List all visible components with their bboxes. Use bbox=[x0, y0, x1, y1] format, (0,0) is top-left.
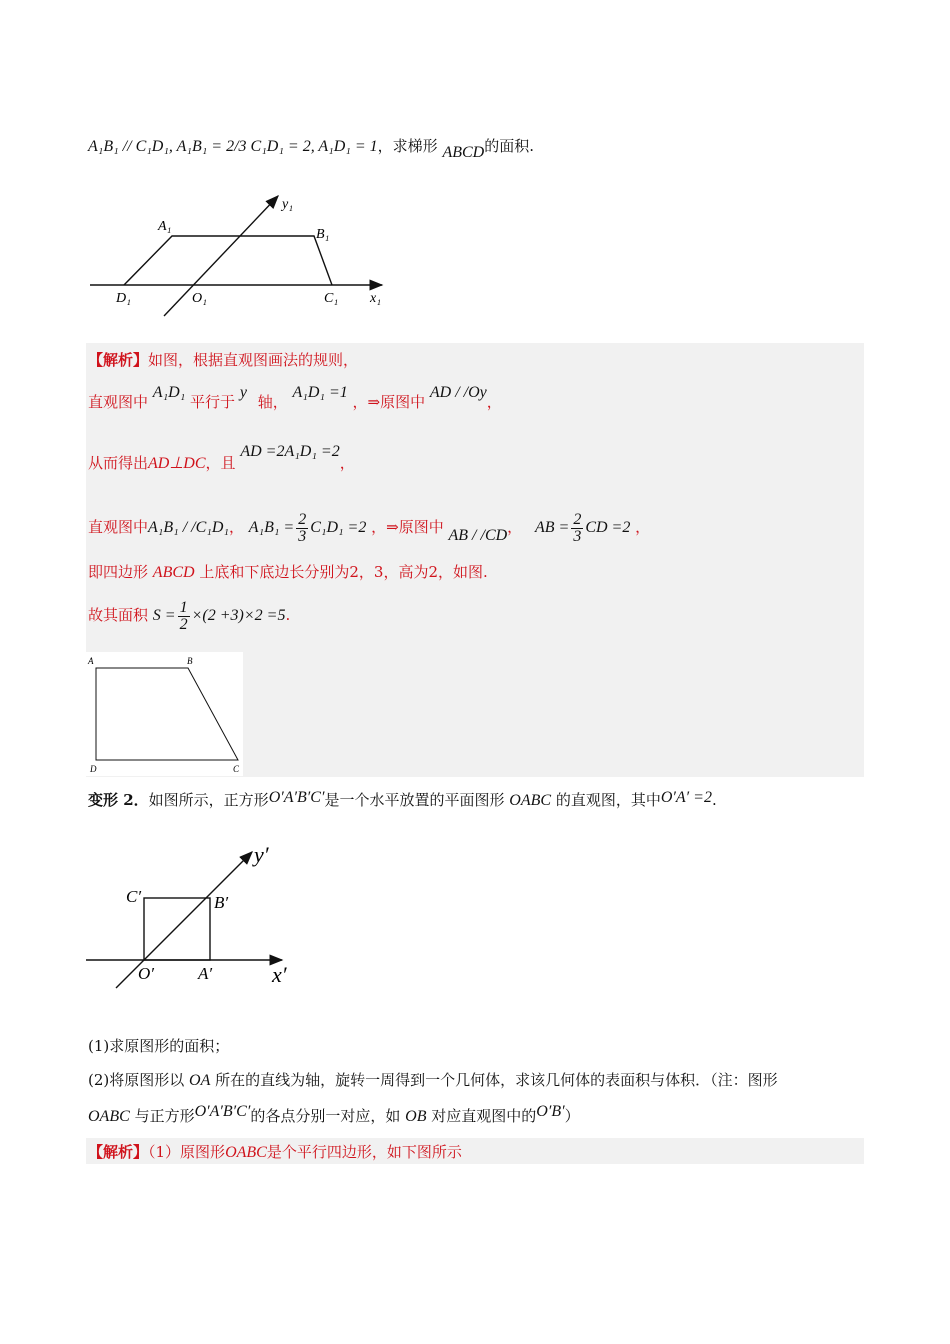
s1-l4-m4-num: 2 bbox=[573, 510, 582, 528]
variant2-line bbox=[88, 790, 717, 811]
s1-l3-m2: AD =2A₁D₁ =2 bbox=[240, 443, 340, 460]
solution1-line2 bbox=[88, 384, 502, 413]
s1-l4-m2a: A₁B₁ = bbox=[248, 519, 295, 536]
q2-m1: OA bbox=[189, 1072, 211, 1089]
question-text: ，求梯形 bbox=[377, 137, 438, 155]
s1-l4-m2-den: 3 bbox=[298, 527, 307, 545]
s1-l2-m3: A₁D₁ =1 bbox=[292, 384, 348, 401]
y1-axis bbox=[164, 196, 278, 316]
q1-text: (1)求原图形的面积； bbox=[88, 1037, 230, 1055]
v2-m2: OABC bbox=[509, 792, 552, 809]
label-y-prime: y′ bbox=[254, 842, 269, 867]
condition-math: A₁B₁ // C₁D₁, A₁B₁ = 2/3 C₁D₁ = 2, A₁D₁ = 1 bbox=[88, 138, 378, 155]
s1-l4-m2-num: 2 bbox=[298, 510, 307, 528]
q2-a: (2)将原图形以 bbox=[88, 1071, 185, 1089]
label-B-prime: B′ bbox=[214, 893, 229, 912]
s1-l6-a: 故其面积 bbox=[88, 606, 149, 624]
q3-b: 的各点分别一对应，如 bbox=[250, 1107, 401, 1125]
s1-l4-m2b: C₁D₁ =2 bbox=[310, 519, 367, 536]
s1-l3-b: ，且 bbox=[205, 454, 236, 472]
label-B1: B₁ bbox=[316, 227, 330, 242]
q3-d: ） bbox=[564, 1107, 580, 1125]
label-D1: D₁ bbox=[116, 291, 131, 306]
question-shape: ABCD bbox=[442, 144, 485, 161]
s1-l6-m2: ×(2 +3)×2 =5 bbox=[191, 607, 286, 624]
trapezoid-edges bbox=[124, 236, 332, 285]
question-2-cont bbox=[88, 1103, 580, 1127]
s1-l6-b: . bbox=[285, 606, 291, 624]
question-1 bbox=[88, 1036, 229, 1056]
q2-b: 所在的直线为轴，旋转一周得到一个几何体，求该几何体的表面积与体积．（注：图形 bbox=[215, 1071, 778, 1089]
question-tail: 的面积. bbox=[484, 137, 535, 155]
y-axis bbox=[116, 852, 252, 988]
s1-l4-d: ， bbox=[507, 518, 523, 536]
v2-text-c: 的直观图，其中 bbox=[555, 791, 661, 809]
label-O1: O₁ bbox=[192, 291, 207, 306]
s1-l4-c: ，⇒原图中 bbox=[371, 518, 444, 536]
label-A-prime: A′ bbox=[198, 964, 213, 983]
solution1-line4 bbox=[88, 510, 650, 545]
s1-l3-c: ， bbox=[339, 454, 355, 472]
v2-text-b: 是一个水平放置的平面图形 bbox=[324, 791, 505, 809]
q3-c: 对应直观图中的 bbox=[431, 1107, 537, 1125]
label-O-prime: O′ bbox=[138, 964, 154, 983]
v2-m3: O′A′ =2 bbox=[660, 789, 712, 806]
solution1-line3 bbox=[88, 443, 355, 474]
label-A1: A₁ bbox=[158, 219, 172, 234]
s1-l5-m: ABCD bbox=[152, 564, 195, 581]
s1-l3-m1: AD⊥DC bbox=[148, 455, 206, 472]
q3-m4: O′B′ bbox=[536, 1103, 565, 1120]
s1-l2-a: 直观图中 bbox=[88, 393, 149, 411]
s1-l4-m4b: CD =2 bbox=[585, 519, 631, 536]
solution1-tag: 【解析】 bbox=[88, 351, 149, 369]
solution2-tag: 【解析】 bbox=[88, 1143, 149, 1161]
s1-l4-m3: AB / /CD bbox=[448, 527, 508, 544]
variant2-tag: 变形 2． bbox=[88, 791, 149, 809]
s1-l2-m4: AD / /Oy bbox=[429, 384, 487, 401]
s1-l2-m1: A₁D₁ bbox=[152, 384, 186, 401]
s1-l2-b: 平行于 bbox=[190, 393, 236, 411]
label-x-prime: x′ bbox=[272, 962, 287, 987]
oblique-trapezoid-figure bbox=[86, 188, 396, 323]
label-D: D bbox=[90, 764, 97, 774]
s2-text-a: （1）原图形 bbox=[148, 1143, 226, 1161]
solution2-line bbox=[88, 1142, 462, 1163]
s2-text-b: 是个平行四边形，如下图所示 bbox=[266, 1143, 462, 1161]
v2-m1: O′A′B′C′ bbox=[268, 789, 325, 806]
label-x1: x₁ bbox=[370, 291, 382, 306]
s1-l4-m4-den: 3 bbox=[573, 527, 582, 545]
s1-l6-den: 2 bbox=[179, 615, 188, 633]
solution1-line1 bbox=[88, 350, 358, 370]
s1-l5-a: 即四边形 bbox=[88, 563, 149, 581]
s1-l2-m2: y bbox=[239, 384, 247, 401]
s1-l4-b: ， bbox=[228, 518, 244, 536]
solution1-text1: 如图，根据直观图画法的规则， bbox=[148, 351, 359, 369]
v2-text-a: 如图所示，正方形 bbox=[148, 791, 269, 809]
q3-m1: OABC bbox=[88, 1108, 130, 1125]
s1-l4-m4a: AB = bbox=[534, 519, 570, 536]
original-trapezoid-figure bbox=[86, 652, 243, 776]
label-C1: C₁ bbox=[324, 291, 339, 306]
s1-l2-c: 轴， bbox=[257, 393, 288, 411]
label-C: C bbox=[233, 764, 240, 774]
s1-l2-d: ，⇒原图中 bbox=[352, 393, 426, 411]
oblique-square-figure bbox=[86, 836, 306, 996]
label-y1: y₁ bbox=[282, 197, 294, 212]
solution1-line6 bbox=[88, 598, 290, 633]
s1-l3-a: 从而得出 bbox=[88, 454, 149, 472]
s1-l2-e: ， bbox=[486, 393, 502, 411]
trapezoid-ABCD bbox=[96, 668, 238, 760]
s1-l4-a: 直观图中 bbox=[88, 518, 149, 536]
s1-l6-num: 1 bbox=[179, 598, 188, 616]
s1-l5-b: 上底和下底边长分别为2，3，高为2，如图. bbox=[199, 563, 488, 581]
q3-m2: O′A′B′C′ bbox=[194, 1103, 251, 1120]
label-C-prime: C′ bbox=[126, 887, 142, 906]
s1-l4-m1: A₁B₁ / /C₁D₁ bbox=[148, 519, 229, 536]
solution1-line5 bbox=[88, 562, 488, 583]
question-2 bbox=[88, 1070, 778, 1091]
s1-l4-e: ， bbox=[635, 518, 651, 536]
s1-l6-m1: S = bbox=[152, 607, 176, 624]
v2-text-d: . bbox=[711, 791, 717, 809]
q3-m3: OB bbox=[405, 1108, 427, 1125]
label-A: A bbox=[88, 656, 94, 666]
q3-a: 与正方形 bbox=[134, 1107, 195, 1125]
problem1-condition bbox=[88, 136, 535, 161]
s2-m: OABC bbox=[225, 1144, 267, 1161]
label-B: B bbox=[187, 656, 193, 666]
